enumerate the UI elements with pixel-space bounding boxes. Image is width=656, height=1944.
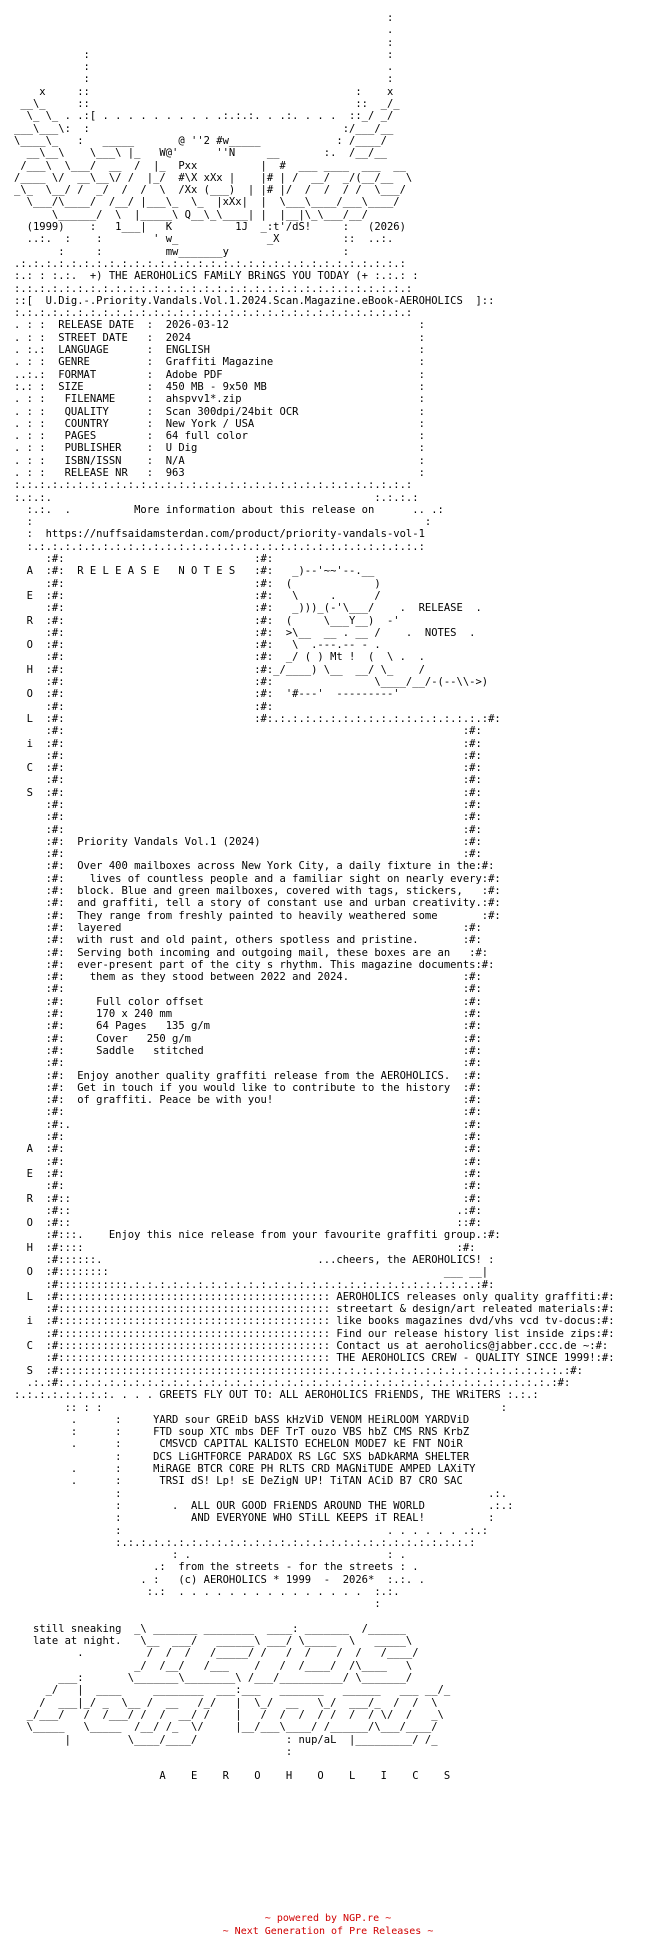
- nfo-line: still sneaking _\ _______ ________ ____: _______ /______: [14, 1622, 406, 1635]
- nfo-line: \_____ \_____ /__/ /_ \/ |__/___\____/ /______/\___/____/: [14, 1721, 438, 1734]
- nfo-line: x :: : x: [14, 85, 394, 98]
- nfo-line: :: [14, 1598, 381, 1611]
- nfo-line: :#: :#: _/ ( ) Mt ! ( \ . .: [14, 651, 425, 664]
- nfo-line: :#: :#:: [14, 749, 482, 762]
- nfo-line: :#: They range from freshly painted to heavily weathered some :#:: [14, 909, 501, 922]
- nfo-line: :#: Priority Vandals Vol.1 (2024) :#:: [14, 835, 482, 848]
- nfo-line: _/ /__/ /___ / / /____/ /\____ \: [14, 1659, 413, 1672]
- nfo-line: [14, 1611, 644, 1623]
- nfo-line: :#:::::::::::.:.:.:.:.:.:.:.:.:.:.:.:.:.:.:.:.:.:.:.:.:.:.:.:.:.:.:.:#:: [14, 1278, 495, 1291]
- nfo-line: :#: :#: ( ): [14, 577, 381, 590]
- nfo-line: :#::::::::::::::::::::::::::::::::::::::::::: THE AEROHOLICS CREW - QUALITY SINCE 1999!:#:: [14, 1352, 615, 1365]
- nfo-line: :#: :#:: [14, 1131, 482, 1144]
- nfo-line: :#: :#:: [14, 1180, 482, 1193]
- nfo-line: . : : RELEASE DATE : 2026-03-12 :: [14, 319, 425, 332]
- nfo-line: : :: [14, 48, 394, 61]
- nfo-line: . : (c) AEROHOLICS * 1999 - 2026* :.:. .: [14, 1573, 425, 1586]
- nfo-line: E :#: :#:: [14, 1167, 482, 1180]
- nfo-line: :#::::::::::::::::::::::::::::::::::::::::::: streetart & design/art releated materials:#:: [14, 1303, 615, 1316]
- nfo-line: :#:::. Enjoy this nice release from your favourite graffiti group.:#:: [14, 1229, 501, 1242]
- nfo-line: C :#: :#:: [14, 762, 482, 775]
- nfo-line: : .:.: [14, 1487, 508, 1500]
- nfo-line: /____ \/ __\__\/ / |_/ #\X xXx | |# | / __/ _/(__/__ \: [14, 171, 413, 184]
- nfo-line: A :#: :#:: [14, 1143, 482, 1156]
- nfo-line: O :#:::::::: ___ __|: [14, 1266, 489, 1279]
- nfo-line: :#: Full color offset :#:: [14, 995, 482, 1008]
- nfo-line: : DCS LiGHTFORCE PARADOX RS LGC SXS bADkARMA SHELTER: [14, 1450, 470, 1463]
- nfo-line: . : : RELEASE NR : 963 :: [14, 466, 425, 479]
- nfo-line: :#:. :#:: [14, 1118, 482, 1131]
- nfo-line: i :#: :#:: [14, 737, 482, 750]
- nfo-line: :#::::::. ...cheers, the AEROHOLICS! :: [14, 1253, 495, 1266]
- nfo-line: L :#::::::::::::::::::::::::::::::::::::::::::: AEROHOLICS releases only quality graffiti:#:: [14, 1290, 615, 1303]
- nfo-line: :#: :#:: [14, 799, 482, 811]
- nfo-line: _/ | ____ ________ ___:___ _______ ______ ___ __/_: [14, 1684, 451, 1697]
- nfo-line: \_ \_ . .:[ . . . . . . . . . .:.:.:. . .:. . . . ::_/ _/: [14, 110, 394, 123]
- nfo-line: H :#: :#:_/____) \__ __/ \_ /: [14, 663, 425, 676]
- nfo-line: :: [14, 1745, 293, 1758]
- nfo-line: . :.: LANGUAGE : ENGLISH :: [14, 344, 425, 357]
- nfo-line: A :#: R E L E A S E N O T E S :#: _)--'~~'--.__: [14, 565, 375, 578]
- nfo-line: :.:.:.:.:.:.:.:.:.:.:.:.:.:.:.:.:.:.:.:.:.:.:.:.:.:.:.:.:.:.:.:: [14, 282, 413, 295]
- nfo-line: :.:.:.:.:.:.:.:.:.:.:.:.:.:.:.:.:.:.:.:.:.:.:.:.:.:.:.:.:: [14, 1536, 476, 1549]
- nfo-line: : .: [14, 61, 394, 74]
- nfo-line: :#: :#:: [14, 1155, 482, 1168]
- nfo-line: ..:.: FORMAT : Adobe PDF :: [14, 368, 425, 381]
- nfo-line: | \____/____/ : nup/aL |_________/ /_: [14, 1733, 438, 1746]
- nfo-line: __\__\ \___\ |_ W@' ''N __ :. /__/__: [14, 147, 387, 160]
- nfo-text: [14, 12, 644, 1783]
- nfo-line: : : FTD soup XTC mbs DEF TrT ouzo VBS hbZ CMS RNS KrbZ: [14, 1426, 470, 1439]
- nfo-line: L :#: :#:.:.:.:.:.:.:.:.:.:.:.:.:.:.:.:.:.:#:: [14, 712, 501, 725]
- nfo-line: : https://nuffsaidamsterdan.com/product/priority-vandals-vol-1: [14, 528, 425, 541]
- nfo-line: E :#: :#: \ . /: [14, 589, 381, 602]
- nfo-line: \___/\____/ /__/ |___\_ \_ |xXx| | \___\____/___\____/: [14, 196, 400, 209]
- nfo-line: (1999) : 1___| K 1J _:t'/dS! : (2026): [14, 221, 406, 234]
- nfo-line: H :#:::: :#:: [14, 1241, 476, 1254]
- nfo-line: :#: :#:: [14, 848, 482, 861]
- nfo-line: :#: lives of countless people and a familiar sight on nearly every:#:: [14, 872, 501, 885]
- nfo-line: :#: :#:: [14, 983, 482, 996]
- nfo-line: S :#: :#:: [14, 786, 482, 799]
- nfo-line: :#: Saddle stitched :#:: [14, 1044, 482, 1057]
- nfo-line: _/___/ / /___/ / / __/ / | / / / / / / / \/ / _\: [14, 1708, 444, 1721]
- nfo-line: . / / / /_____/ / / / / / /____/: [14, 1647, 419, 1660]
- nfo-line: late at night. \__ ___/ ______\ ___/ \_____ \ _____\: [14, 1635, 413, 1648]
- nfo-line: :.: : SIZE : 450 MB - 9x50 MB :: [14, 380, 425, 393]
- nfo-line: :#:: .:#:: [14, 1204, 482, 1217]
- nfo-line: :.:.:.:.:.:.:.:.:.:.:.:.:.:.:.:.:.:.:.:.:.:.:.:.:.:.:.:.:.:.:.:: [14, 479, 413, 492]
- nfo-line: /___\ \___/ __ / |_ Pxx | # ___ ____ ___ __: [14, 159, 406, 172]
- nfo-line: :#: 64 Pages 135 g/m :#:: [14, 1020, 482, 1033]
- nfo-line: . : CMSVCD CAPITAL KALISTO ECHELON MODE7 kE FNT NOiR: [14, 1438, 463, 1451]
- nfo-line: :#::::::::::::::::::::::::::::::::::::::::::: Find our release history list inside zips:#:: [14, 1327, 615, 1340]
- nfo-line: :#: :#:: [14, 823, 482, 836]
- nfo-line: :.: . . . . . . . . . . . . . . . :.:.: [14, 1586, 400, 1598]
- nfo-line: :#: Cover 250 g/m :#:: [14, 1032, 482, 1045]
- nfo-line: [14, 1758, 644, 1770]
- nfo-line: : :: [14, 73, 394, 86]
- nfo-line: \____\_ : _____ @ ''2 #w_____ : /____/: [14, 134, 387, 147]
- nfo-line: . : : STREET DATE : 2024 :: [14, 331, 425, 344]
- nfo-line: :#: and graffiti, tell a story of constant use and urban creativity.:#:: [14, 897, 501, 910]
- nfo-line: .:.:#:.:.:.:.:.:.:.:.:.:.:.:.:.:.:.:.:.:.:.:.:.:.:.:.:.:.:.:.:.:.:.:.:.:.:.:.:.:.:.:#:: [14, 1376, 571, 1389]
- nfo-line: :#: :#: \____/__/-(--\\->): [14, 676, 489, 689]
- nfo-line: . : : COUNTRY : New York / USA :: [14, 417, 425, 430]
- nfo-line: :#: :#:: [14, 1057, 482, 1070]
- nfo-line: R :#: :#: ( \___Y__) -': [14, 614, 400, 627]
- nfo-line: :#: :#:: [14, 725, 482, 738]
- nfo-line: ..:. : : ' w_ _X :: ..:.: [14, 233, 394, 246]
- nfo-line: :#: block. Blue and green mailboxes, covered with tags, stickers, :#:: [14, 885, 501, 898]
- nfo-line: __\_ :: :: _/_: [14, 98, 400, 111]
- nfo-line: :.:.:. :.:.:.:: [14, 491, 419, 504]
- nfo-line: : :: [14, 516, 432, 529]
- nfo-line: : . ALL OUR GOOD FRiENDS AROUND THE WORLD .:.:: [14, 1499, 514, 1512]
- nfo-line: : . . . . . . .:.:: [14, 1524, 489, 1537]
- nfo-line: .: [14, 24, 394, 37]
- nfo-line: O :#: :#: \ .---.-- - .: [14, 639, 381, 652]
- nfo-line: :#: :#: >\__ __ . __ / . NOTES .: [14, 626, 476, 639]
- nfo-line: S :#:::::::::::::::::::::::::::::::::::::::::::.:.:.:.:.:.:.:.:.:.:.:.:.:.:.:.:.:.:.:#:: [14, 1364, 583, 1377]
- nfo-line: .:.:.:.:.:.:.:.:.:.:.:.:.:.:.:.:.:.:.:.:.:.:.:.:.:.:.:.:.:.:.:: [14, 257, 406, 270]
- nfo-line: . : YARD sour GREiD bASS kHzViD VENOM HEiRLOOM YARDViD: [14, 1413, 470, 1426]
- nfo-line: :#: :#: _)))_(-'\___/ . RELEASE .: [14, 602, 482, 615]
- nfo-line: . : MiRAGE BTCR CORE PH RLTS CRD MAGNiTUDE AMPED LAXiTY: [14, 1463, 476, 1476]
- nfo-line: :.:. . More information about this release on .. .:: [14, 503, 444, 516]
- nfo-line: :#: Get in touch if you would like to contribute to the history :#:: [14, 1081, 482, 1094]
- nfo-line: _\_ \__/ / _/ / / \ /Xx (___) | |# |/ / / / / \___/: [14, 184, 406, 197]
- nfo-line: :#: :#:: [14, 811, 482, 824]
- footer-powered-by: ~ powered by NGP.re ~: [264, 1913, 392, 1924]
- nfo-line: O :#:: ::#:: [14, 1217, 482, 1230]
- nfo-line: ::[ U.Dig.-.Priority.Vandals.Vol.1.2024.Scan.Magazine.eBook-AEROHOLICS ]::: [14, 294, 495, 307]
- nfo-line: : AND EVERYONE WHO STiLL KEEPS iT REAL! :: [14, 1512, 495, 1525]
- nfo-line: :#: :#:: [14, 1106, 482, 1119]
- nfo-line: . : : GENRE : Graffiti Magazine :: [14, 356, 425, 369]
- nfo-line: :.:.:.:.:.:.:.:.:.:.:.:.:.:.:.:.:.:.:.:.:.:.:.:.:.:.:.:.:.:.:.:: [14, 307, 413, 320]
- nfo-line: . : TRSI dS! Lp! sE DeZigN UP! TiTAN ACiD B7 CRO SAC: [14, 1475, 463, 1488]
- nfo-line: : . : .: [14, 1549, 406, 1562]
- nfo-line: :#: them as they stood between 2022 and 2024. :#:: [14, 971, 482, 984]
- nfo-line: :#: ever-present part of the city s rhythm. This magazine documents:#:: [14, 958, 495, 971]
- nfo-line: :#: 170 x 240 mm :#:: [14, 1008, 482, 1021]
- nfo-line: R :#:: :#:: [14, 1192, 482, 1205]
- nfo-line: :#: layered :#:: [14, 921, 482, 934]
- nfo-line: :#: with rust and old paint, others spotless and pristine. :#:: [14, 934, 482, 947]
- nfo-line: :: : : :: [14, 1401, 508, 1414]
- nfo-line: :#: Enjoy another quality graffiti release from the AEROHOLICS. :#:: [14, 1069, 482, 1082]
- nfo-line: . : : PUBLISHER : U Dig :: [14, 442, 425, 455]
- nfo-line: :.:.:.:.:.:.:.:.:.:.:.:.:.:.:.:.:.:.:.:.:.:.:.:.:.:.:.:.:.:.:.:: [14, 540, 425, 553]
- nfo-line: \______/ \ |_____\ Q__\_\____| | |__|\_\___/__/: [14, 208, 369, 221]
- nfo-line: / ___|_/ _ \__ / __ /_/ | \_/ __ \_/ ___/_ / / \: [14, 1696, 438, 1709]
- nfo-line: :#: Serving both incoming and outgoing mail, these boxes are an :#:: [14, 946, 489, 959]
- nfo-line: : : mw_______y :: [14, 245, 350, 258]
- nfo-line: :#: :#:: [14, 700, 274, 713]
- nfo-line: O :#: :#: '#---' ---------': [14, 688, 400, 701]
- nfo-line: i :#::::::::::::::::::::::::::::::::::::::::::: like books magazines dvd/vhs vcd tv-docus:#:: [14, 1315, 615, 1328]
- nfo-line: ___: \_______\________\ /___/__________/ \_______/: [14, 1672, 413, 1685]
- nfo-line: :: [14, 12, 394, 24]
- nfo-line: :#: of graffiti. Peace be with you! :#:: [14, 1094, 482, 1107]
- nfo-line: . : : QUALITY : Scan 300dpi/24bit OCR :: [14, 405, 425, 418]
- nfo-line: :.: : :.:. +) THE AEROHOLiCS FAMiLY BRiNGS YOU TODAY (+ :.:.: :: [14, 270, 419, 283]
- nfo-line: :#: Over 400 mailboxes across New York City, a daily fixture in the:#:: [14, 860, 495, 873]
- nfo-line: . : : ISBN/ISSN : N/A :: [14, 454, 425, 467]
- nfo-line: .: from the streets - for the streets : .: [14, 1561, 419, 1574]
- nfo-line: C :#::::::::::::::::::::::::::::::::::::::::::: Contact us at aeroholics@jabber.ccc.de ~:#:: [14, 1340, 609, 1353]
- nfo-line: ___\___\: : :/___/__: [14, 122, 394, 135]
- nfo-line: :#: :#:: [14, 774, 482, 787]
- nfo-line: :: [14, 36, 394, 49]
- nfo-line: :.:.:.:.:.:.:.:. . . . GREETS FLY OUT TO: ALL AEROHOLICS FRiENDS, THE WRiTERS :.:.:: [14, 1389, 539, 1402]
- footer-credits: [0, 1912, 656, 1938]
- nfo-line: :#: :#:: [14, 553, 274, 566]
- nfo-line: . : : FILENAME : ahspvv1*.zip :: [14, 393, 425, 406]
- nfo-line: A E R O H O L I C S: [14, 1770, 451, 1783]
- nfo-line: . : : PAGES : 64 full color :: [14, 430, 425, 443]
- footer-tagline: ~ Next Generation of Pre Releases ~: [222, 1926, 434, 1937]
